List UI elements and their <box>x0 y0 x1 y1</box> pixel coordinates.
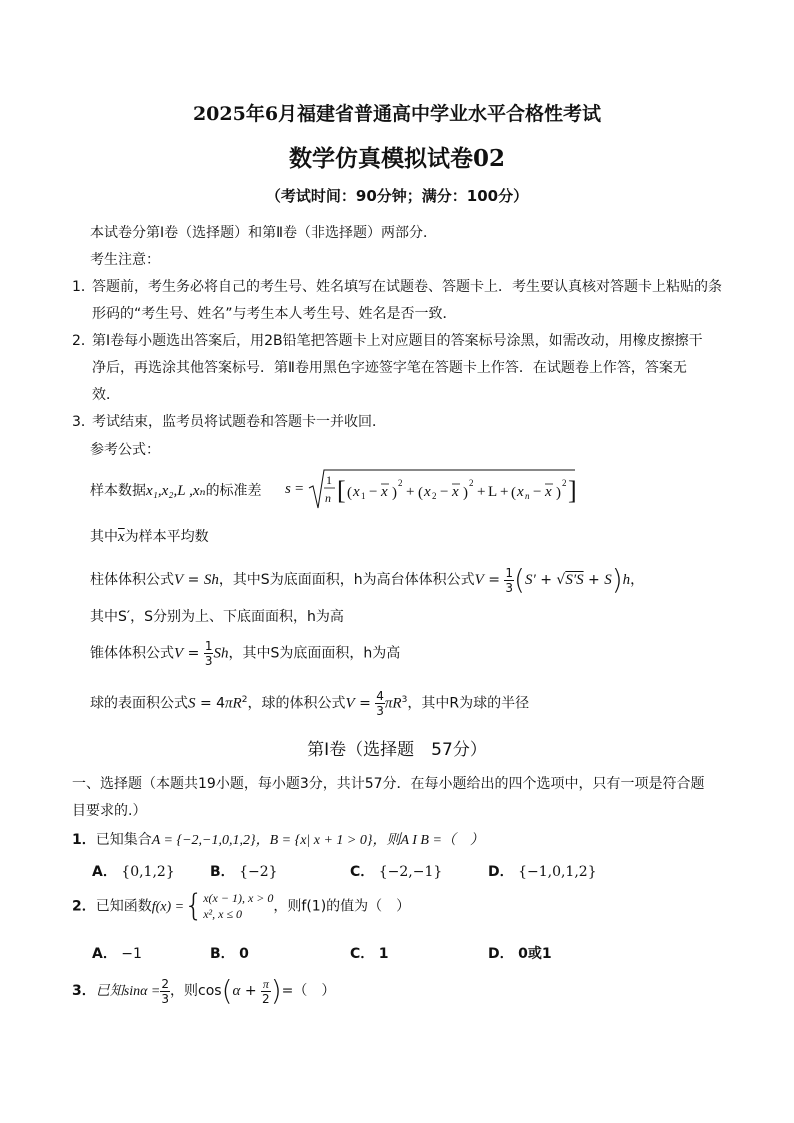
svg-text:x: x <box>381 484 388 500</box>
svg-text:x: x <box>353 484 360 500</box>
mean-symbol: $\overline{x}$ <box>118 529 125 545</box>
q2-option-b[interactable] <box>210 943 249 963</box>
svg-text:2: 2 <box>469 478 474 488</box>
std-dev-formula <box>90 480 262 500</box>
std-dev-equation <box>285 466 580 512</box>
svg-text:[: [ <box>337 476 346 505</box>
question-2: 2．已知函数f(x) ={ x(x − 1), x > 0 x², x ≤ 0 ，则f(1)的值为（ ） <box>72 888 411 924</box>
std-dev-prefix: 样本数据 <box>90 483 146 499</box>
svg-text:+: + <box>406 484 415 500</box>
notice-1-line-2: 形码的“考生号、姓名”与考生本人考生号、姓名是否一致． <box>92 306 457 322</box>
q2-option-a[interactable] <box>92 943 142 963</box>
question-1-set-b: ，B = {x| x + 1 > 0}，则A I B =（ ） <box>255 833 484 848</box>
notice-num-1: 1． <box>72 279 95 295</box>
option-label: A． <box>92 864 117 880</box>
prism-formula: 柱体体积公式V = Sh，其中S为底面面积，h为高台体体积公式V = $\frac{1}{3}$ (S′ + √S′S + S)h， <box>90 563 645 596</box>
sphere-formula: 球的表面积公式$S = 4\pi R^2$，球的体积公式V = $\frac{4}{3}$ $\pi R^3$，其中R为球的半径 <box>90 689 530 718</box>
section1-desc-line-2: 目要求的.） <box>72 803 147 819</box>
svg-text:n: n <box>325 491 331 505</box>
sphere-note: ，其中R为球的半径 <box>407 695 530 712</box>
question-1 <box>72 829 484 849</box>
case-1: x(x − 1), x > 0 <box>203 891 274 905</box>
svg-text:]: ] <box>568 476 577 505</box>
question-1-number: 1． <box>72 832 96 848</box>
option-text: {0,1,2} <box>121 864 175 880</box>
std-dev-vars: x₁,x₂,L ,xₙ <box>146 483 206 499</box>
notice-num-3: 3． <box>72 414 95 430</box>
q1-option-d[interactable] <box>488 861 597 881</box>
q1-option-b[interactable] <box>210 861 278 881</box>
q1-option-a[interactable] <box>92 861 175 881</box>
exam-title: 2025年6月福建省普通高中学业水平合格性考试 <box>192 103 602 125</box>
question-3-sin: 已知sinα = <box>95 984 161 999</box>
svg-text:=: = <box>295 481 304 497</box>
option-text: 0 <box>239 946 249 962</box>
svg-text:−: − <box>369 484 378 500</box>
question-2-func: f(x) = <box>151 899 185 915</box>
sphere-label-b: ，球的体积公式 <box>247 695 346 712</box>
option-text: {−2,−1} <box>378 864 443 880</box>
cone-formula: 锥体体积公式V = $\frac{1}{3}$ Sh，其中S为底面面积，h为高 <box>90 639 401 668</box>
svg-text:2: 2 <box>398 478 403 488</box>
svg-text:): ) <box>463 485 468 501</box>
prism-note: ，其中S为底面面积，h为高台体体积公式 <box>218 572 475 588</box>
svg-text:): ) <box>556 485 561 501</box>
option-text: {−1,0,1,2} <box>518 864 597 880</box>
option-label: B． <box>210 946 235 962</box>
paper-title: 数学仿真模拟试卷02 <box>288 145 505 172</box>
frustum-note: 其中S′，S分别为上、下底面面积，h为高 <box>90 609 344 625</box>
prism-label: 柱体体积公式 <box>90 572 174 588</box>
section1-title: 第Ⅰ卷（选择题 57分） <box>307 740 487 760</box>
cone-note: ，其中S为底面面积，h为高 <box>228 645 401 662</box>
notice-2-line-2: 净后，再选涂其他答案标号．第Ⅱ卷用黑色字迹签字笔在答题卡上作答．在试题卷上作答，答案无 <box>92 360 687 376</box>
svg-text:−: − <box>440 484 449 500</box>
option-label: A． <box>92 946 117 962</box>
option-label: C． <box>350 864 375 880</box>
svg-text:): ) <box>392 485 397 501</box>
sphere-label-a: 球的表面积公式 <box>90 695 188 712</box>
formulas-title: 参考公式： <box>90 442 160 458</box>
option-text: {−2} <box>239 864 278 880</box>
svg-text:1: 1 <box>326 473 332 487</box>
option-label: D． <box>488 946 514 962</box>
mean-note <box>90 526 209 546</box>
svg-text:L: L <box>488 484 498 500</box>
question-2-number: 2． <box>72 898 96 915</box>
question-2-stem-end: ，则f(1)的值为（ ） <box>273 898 411 915</box>
option-text: 0或1 <box>518 946 552 962</box>
svg-text:x: x <box>424 484 431 500</box>
intro-text: 本试卷分第Ⅰ卷（选择题）和第Ⅱ卷（非选择题）两部分． <box>90 225 438 241</box>
question-1-stem: 已知集合 <box>95 832 152 848</box>
q2-option-c[interactable] <box>350 943 388 963</box>
option-label: B． <box>210 864 235 880</box>
question-3-number: 3． <box>72 983 96 999</box>
svg-text:1: 1 <box>361 491 366 501</box>
option-label: D． <box>488 864 514 880</box>
question-2-cases <box>203 891 273 922</box>
mean-note-prefix: 其中 <box>90 529 118 545</box>
std-dev-label: 的标准差 <box>205 483 262 499</box>
svg-text:n: n <box>525 491 530 501</box>
svg-text:+: + <box>477 484 486 500</box>
svg-text:x: x <box>517 484 524 500</box>
notice-1-line-1: 答题前，考生务必将自己的考生号、姓名填写在试题卷、答题卡上．考生要认真核对答题卡上粘贴的条 <box>92 279 722 295</box>
question-1-set-a: A = {−2,−1,0,1,2} <box>151 833 256 848</box>
option-label: C． <box>350 946 375 962</box>
case-2: x², x ≤ 0 <box>203 906 243 921</box>
svg-text:(: ( <box>347 485 352 501</box>
svg-text:2: 2 <box>562 478 567 488</box>
svg-text:2: 2 <box>432 491 437 501</box>
question-3-stem-end: =（ ） <box>281 983 336 999</box>
notice-2-line-1: 第Ⅰ卷每小题选出答案后，用2B铅笔把答题卡上对应题目的答案标号涂黑，如需改动，用橡皮擦擦干 <box>92 333 703 349</box>
option-text: 1 <box>378 946 389 962</box>
svg-text:x: x <box>452 484 459 500</box>
notice-title: 考生注意： <box>90 252 160 268</box>
question-3-cos: ，则cos <box>170 983 222 999</box>
svg-text:(: ( <box>511 485 516 501</box>
notice-2-line-3: 效． <box>92 387 120 403</box>
svg-text:x: x <box>545 484 552 500</box>
svg-text:+: + <box>500 484 509 500</box>
section1-desc-line-1: 一、选择题（本题共19小题，每小题3分，共计57分．在每小题给出的四个选项中，只有一项是符合题 <box>72 776 705 792</box>
option-text: −1 <box>121 946 142 962</box>
cone-label: 锥体体积公式 <box>90 645 174 662</box>
notice-num-2: 2． <box>72 333 95 349</box>
q1-option-c[interactable] <box>350 861 442 881</box>
svg-text:−: − <box>533 484 542 500</box>
question-2-stem: 已知函数 <box>95 898 152 915</box>
question-3: 3．已知sinα = $\frac{2}{3}$ ，则cos(α + $\frac{\pi}{2}$ )=（ ） <box>72 974 336 1007</box>
svg-text:s: s <box>285 481 291 497</box>
notice-3-line-1: 考试结束，监考员将试题卷和答题卡一并收回． <box>92 414 386 430</box>
q2-option-d[interactable] <box>488 943 552 963</box>
exam-info: （考试时间：90分钟；满分：100分） <box>265 187 529 205</box>
svg-text:(: ( <box>418 485 423 501</box>
mean-note-suffix: 为样本平均数 <box>124 529 209 545</box>
